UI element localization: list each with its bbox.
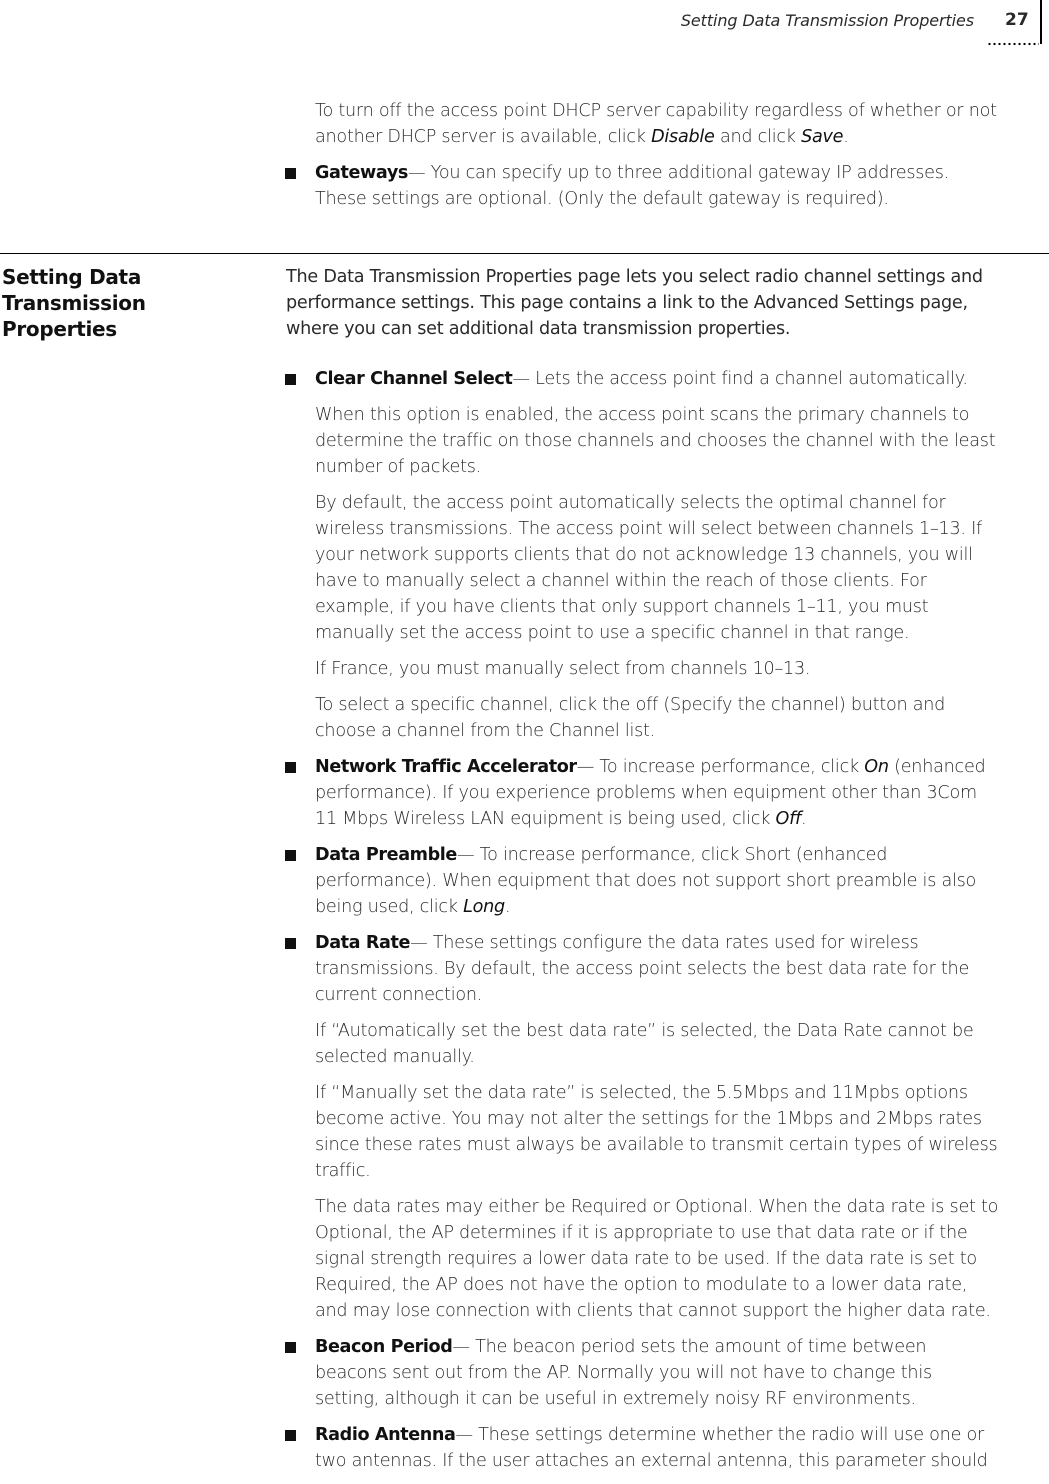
bullet-icon	[285, 850, 296, 861]
top-content	[315, 98, 1049, 222]
data-rate-paragraph-1: If “Automatically set the best data rate” is selected, the Data Rate cannot be selected manually.	[315, 1021, 974, 1067]
bullet-icon	[285, 762, 296, 773]
list-item-beacon-period: Beacon Period— The beacon period sets the amount of time between beacons sent out from the AP. Normally you will not have to change this setting, although it can be useful in extremely noisy RF environments.	[315, 1334, 1049, 1412]
header-vertical-rule	[1040, 0, 1042, 44]
disable-option: Disable	[651, 127, 715, 147]
clear-channel-paragraph-4: To select a specific channel, click the off (Specify the channel) button and choose a channel from the Channel list.	[315, 695, 946, 741]
list-item-gateways: Gateways— You can specify up to three additional gateway IP addresses. These settings are optional. (Only the default gateway is required).	[315, 160, 1049, 212]
section-divider	[0, 253, 1049, 254]
bullet-icon	[285, 374, 296, 385]
page-number: 27	[1005, 10, 1029, 30]
bullet-icon	[285, 938, 296, 949]
section-intro: The Data Transmission Properties page lets you select radio channel settings and performance settings. This page contains a link to the Advanced Settings page, where you can set additional data transmission properties.	[286, 267, 983, 339]
dhcp-paragraph: To turn off the access point DHCP server capability regardless of whether or not another DHCP server is available, click Disable and click Save.	[315, 101, 997, 147]
save-option: Save	[801, 127, 844, 147]
data-rate-paragraph-2: If “Manually set the data rate” is selected, the 5.5Mbps and 11Mpbs options become active. You may not alter the settings for the 1Mbps and 2Mbps rates since these rates must always be available to transmit certain types of wireless traffic.	[315, 1083, 998, 1181]
header-dotted-rule	[987, 41, 1039, 47]
bullet-icon	[285, 1342, 296, 1353]
clear-channel-paragraph-1: When this option is enabled, the access point scans the primary channels to determine the traffic on those channels and chooses the channel with the least number of packets.	[315, 405, 996, 477]
list-item-network-traffic-accelerator: Network Traffic Accelerator— To increase performance, click On (enhanced performance). If you experience problems when equipment other than 3Com 11 Mbps Wireless LAN equipment is being used, click Off.	[315, 754, 1049, 832]
clear-channel-paragraph-3: If France, you must manually select from channels 10–13.	[315, 659, 811, 679]
data-rate-paragraph-3: The data rates may either be Required or Optional. When the data rate is set to Optional, the AP determines if it is appropriate to use that data rate or if the signal strength requires a lower data rate to be used. If the data rate is set to Required, the AP does not have the option to modulate to a lower data rate, and may lose connection with clients that cannot support the higher data rate.	[315, 1197, 999, 1321]
section-title: Setting Data Transmission Properties	[2, 265, 146, 341]
list-item-data-rate: Data Rate— These settings configure the data rates used for wireless transmissions. By default, the access point selects the best data rate for the current connection.	[315, 930, 1049, 1008]
list-item-data-preamble: Data Preamble— To increase performance, click Short (enhanced performance). When equipment that does not support short preamble is also being used, click Long.	[315, 842, 1049, 920]
running-header-title: Setting Data Transmission Properties	[680, 11, 974, 30]
clear-channel-paragraph-2: By default, the access point automatically selects the optimal channel for wireless transmissions. The access point will select between channels 1–13. If your network supports clients that do not acknowledge 13 channels, you will have to manually select a channel within the reach of those clients. For example, if you have clients that only support channels 1–11, you must manually set the access point to use a specific channel in that range.	[315, 493, 982, 643]
list-item-clear-channel-select: Clear Channel Select— Lets the access point find a channel automatically.	[315, 366, 1049, 392]
bullet-icon	[285, 1430, 296, 1441]
list-item-radio-antenna: Radio Antenna— These settings determine whether the radio will use one or two antennas. If the user attaches an external antenna, this parameter should	[315, 1422, 1049, 1474]
bullet-icon	[285, 168, 296, 179]
items-content	[315, 366, 1049, 1484]
